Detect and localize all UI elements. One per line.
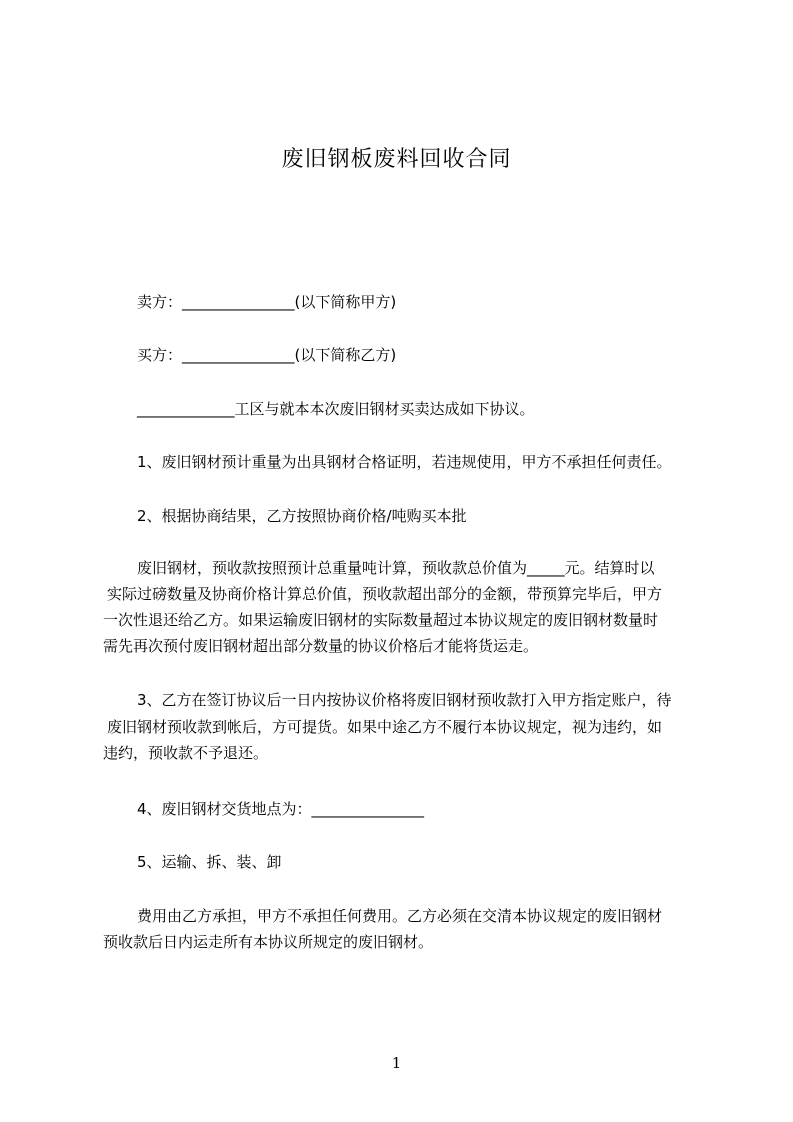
clause-5-heading: 5、运输、拆、装、卸 xyxy=(137,853,282,871)
clause-2-body-line: 实际过磅数量及协商价格计算总价值，预收款超出部分的金额，带预算完毕后，甲方 xyxy=(107,585,663,603)
buyer-line: 买方：_______________(以下简称乙方) xyxy=(137,346,397,364)
clause-5-body-line: 预收款后日内运走所有本协议所规定的废旧钢材。 xyxy=(103,933,434,951)
clause-3-line: 废旧钢材预收款到帐后，方可提货。如果中途乙方不履行本协议规定，视为违约，如 xyxy=(107,718,663,736)
clause-2-body-line: 需先再次预付废旧钢材超出部分数量的协议价格后才能将货运走。 xyxy=(103,637,539,655)
clause-2-body-line: 废旧钢材，预收款按照预计总重量吨计算，预收款总价值为_____元。结算时以 xyxy=(137,559,655,577)
page-number: 1 xyxy=(391,1054,402,1072)
clause-5-body-line: 费用由乙方承担，甲方不承担任何费用。乙方必须在交清本协议规定的废旧钢材 xyxy=(137,907,663,925)
seller-line: 卖方：_______________(以下简称甲方) xyxy=(137,293,397,311)
clause-2-heading: 2、根据协商结果，乙方按照协商价格/吨购买本批 xyxy=(137,507,467,525)
clause-2-body-line: 一次性退还给乙方。如果运输废旧钢材的实际数量超过本协议规定的废旧钢材数量时 xyxy=(103,611,659,629)
clause-3-line: 3、乙方在签订协议后一日内按协议价格将废旧钢材预收款打入甲方指定账户，待 xyxy=(137,691,672,709)
intro-line: _____________工区与就本本次废旧钢材买卖达成如下协议。 xyxy=(137,400,535,418)
document-title: 废旧钢板废料回收合同 xyxy=(281,147,512,172)
clause-3-line: 违约，预收款不予退还。 xyxy=(103,744,269,762)
clause-1: 1、废旧钢材预计重量为出具钢材合格证明，若违规使用，甲方不承担任何责任。 xyxy=(137,453,672,471)
clause-4: 4、废旧钢材交货地点为：_______________ xyxy=(137,800,425,818)
